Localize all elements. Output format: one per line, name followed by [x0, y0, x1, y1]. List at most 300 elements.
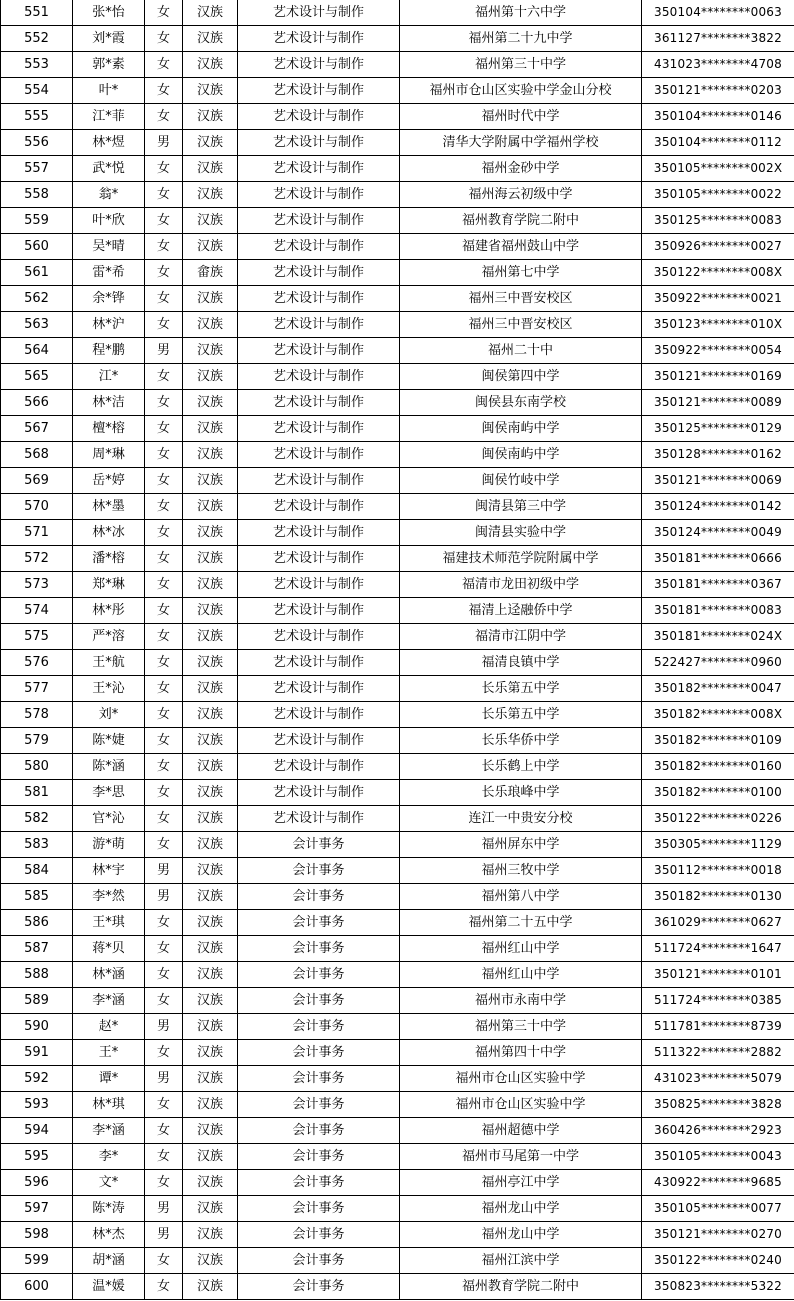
row-number-cell: 598 [1, 1222, 73, 1248]
school-cell: 福州亭江中学 [400, 1170, 642, 1196]
student-name-cell: 余*铧 [73, 286, 145, 312]
gender-cell: 女 [145, 52, 183, 78]
student-name-cell: 吴*晴 [73, 234, 145, 260]
row-number-cell: 572 [1, 546, 73, 572]
table-row [1, 520, 794, 546]
ethnicity-cell: 汉族 [183, 468, 238, 494]
id-number-cell: 511724********0385 [642, 988, 794, 1014]
row-number-cell: 574 [1, 598, 73, 624]
table-row [1, 988, 794, 1014]
row-number-cell: 567 [1, 416, 73, 442]
school-cell: 福州红山中学 [400, 962, 642, 988]
ethnicity-cell: 汉族 [183, 884, 238, 910]
major-cell: 会计事务 [238, 936, 400, 962]
row-number-cell: 578 [1, 702, 73, 728]
id-number-cell: 350823********5322 [642, 1274, 794, 1300]
table-row [1, 780, 794, 806]
table-row [1, 1196, 794, 1222]
row-number-cell: 599 [1, 1248, 73, 1274]
student-name-cell: 林*杰 [73, 1222, 145, 1248]
school-cell: 福建省福州鼓山中学 [400, 234, 642, 260]
id-number-cell: 350125********0129 [642, 416, 794, 442]
major-cell: 艺术设计与制作 [238, 130, 400, 156]
gender-cell: 女 [145, 286, 183, 312]
student-name-cell: 江* [73, 364, 145, 390]
table-body [1, 0, 794, 1300]
table-row [1, 468, 794, 494]
table-row [1, 1118, 794, 1144]
id-number-cell: 431023********5079 [642, 1066, 794, 1092]
id-number-cell: 431023********4708 [642, 52, 794, 78]
student-name-cell: 王*沁 [73, 676, 145, 702]
major-cell: 艺术设计与制作 [238, 104, 400, 130]
ethnicity-cell: 汉族 [183, 910, 238, 936]
school-cell: 福州三牧中学 [400, 858, 642, 884]
school-cell: 福州二十中 [400, 338, 642, 364]
id-number-cell: 350105********002X [642, 156, 794, 182]
table-row [1, 442, 794, 468]
row-number-cell: 566 [1, 390, 73, 416]
gender-cell: 女 [145, 1274, 183, 1300]
major-cell: 会计事务 [238, 1274, 400, 1300]
gender-cell: 女 [145, 702, 183, 728]
id-number-cell: 350182********0130 [642, 884, 794, 910]
ethnicity-cell: 汉族 [183, 182, 238, 208]
major-cell: 艺术设计与制作 [238, 78, 400, 104]
ethnicity-cell: 汉族 [183, 338, 238, 364]
student-name-cell: 刘* [73, 702, 145, 728]
id-number-cell: 360426********2923 [642, 1118, 794, 1144]
table-row [1, 52, 794, 78]
ethnicity-cell: 汉族 [183, 702, 238, 728]
id-number-cell: 350825********3828 [642, 1092, 794, 1118]
gender-cell: 女 [145, 598, 183, 624]
school-cell: 福清市江阴中学 [400, 624, 642, 650]
table-row [1, 26, 794, 52]
school-cell: 闽侯第四中学 [400, 364, 642, 390]
id-number-cell: 350123********010X [642, 312, 794, 338]
table-row [1, 1248, 794, 1274]
ethnicity-cell: 汉族 [183, 208, 238, 234]
gender-cell: 女 [145, 26, 183, 52]
major-cell: 艺术设计与制作 [238, 338, 400, 364]
school-cell: 福清上迳融侨中学 [400, 598, 642, 624]
school-cell: 福州第四十中学 [400, 1040, 642, 1066]
table-row [1, 1274, 794, 1300]
id-number-cell: 350181********0367 [642, 572, 794, 598]
table-row [1, 1092, 794, 1118]
id-number-cell: 511322********2882 [642, 1040, 794, 1066]
student-name-cell: 林*琪 [73, 1092, 145, 1118]
ethnicity-cell: 畲族 [183, 260, 238, 286]
row-number-cell: 581 [1, 780, 73, 806]
student-name-cell: 蒋*贝 [73, 936, 145, 962]
major-cell: 会计事务 [238, 1196, 400, 1222]
gender-cell: 女 [145, 624, 183, 650]
student-name-cell: 翁* [73, 182, 145, 208]
major-cell: 艺术设计与制作 [238, 442, 400, 468]
ethnicity-cell: 汉族 [183, 364, 238, 390]
school-cell: 福州超德中学 [400, 1118, 642, 1144]
ethnicity-cell: 汉族 [183, 26, 238, 52]
table-row [1, 1066, 794, 1092]
row-number-cell: 564 [1, 338, 73, 364]
ethnicity-cell: 汉族 [183, 546, 238, 572]
row-number-cell: 577 [1, 676, 73, 702]
id-number-cell: 350122********0226 [642, 806, 794, 832]
school-cell: 长乐第五中学 [400, 702, 642, 728]
gender-cell: 女 [145, 312, 183, 338]
table-row [1, 338, 794, 364]
gender-cell: 女 [145, 546, 183, 572]
school-cell: 福州第三十中学 [400, 52, 642, 78]
school-cell: 福州龙山中学 [400, 1222, 642, 1248]
ethnicity-cell: 汉族 [183, 1092, 238, 1118]
student-name-cell: 江*菲 [73, 104, 145, 130]
id-number-cell: 350104********0063 [642, 0, 794, 26]
major-cell: 会计事务 [238, 1248, 400, 1274]
student-name-cell: 温*媛 [73, 1274, 145, 1300]
table-row [1, 650, 794, 676]
table-row [1, 416, 794, 442]
gender-cell: 女 [145, 1092, 183, 1118]
ethnicity-cell: 汉族 [183, 234, 238, 260]
major-cell: 艺术设计与制作 [238, 754, 400, 780]
ethnicity-cell: 汉族 [183, 936, 238, 962]
school-cell: 长乐华侨中学 [400, 728, 642, 754]
id-number-cell: 350181********0666 [642, 546, 794, 572]
gender-cell: 女 [145, 1248, 183, 1274]
ethnicity-cell: 汉族 [183, 1144, 238, 1170]
school-cell: 长乐第五中学 [400, 676, 642, 702]
id-number-cell: 350105********0043 [642, 1144, 794, 1170]
major-cell: 艺术设计与制作 [238, 364, 400, 390]
school-cell: 福州时代中学 [400, 104, 642, 130]
student-name-cell: 雷*希 [73, 260, 145, 286]
ethnicity-cell: 汉族 [183, 598, 238, 624]
row-number-cell: 585 [1, 884, 73, 910]
school-cell: 福州江滨中学 [400, 1248, 642, 1274]
student-name-cell: 叶*欣 [73, 208, 145, 234]
major-cell: 会计事务 [238, 1118, 400, 1144]
student-name-cell: 李*涵 [73, 1118, 145, 1144]
school-cell: 清华大学附属中学福州学校 [400, 130, 642, 156]
gender-cell: 女 [145, 234, 183, 260]
gender-cell: 女 [145, 260, 183, 286]
student-name-cell: 严*溶 [73, 624, 145, 650]
ethnicity-cell: 汉族 [183, 0, 238, 26]
major-cell: 艺术设计与制作 [238, 208, 400, 234]
row-number-cell: 563 [1, 312, 73, 338]
major-cell: 艺术设计与制作 [238, 260, 400, 286]
row-number-cell: 575 [1, 624, 73, 650]
gender-cell: 女 [145, 1144, 183, 1170]
major-cell: 会计事务 [238, 1092, 400, 1118]
student-name-cell: 林*彤 [73, 598, 145, 624]
table-row [1, 130, 794, 156]
id-number-cell: 350121********0203 [642, 78, 794, 104]
school-cell: 福州市仓山区实验中学 [400, 1066, 642, 1092]
row-number-cell: 582 [1, 806, 73, 832]
table-row [1, 312, 794, 338]
row-number-cell: 590 [1, 1014, 73, 1040]
student-name-cell: 陈*婕 [73, 728, 145, 754]
id-number-cell: 350182********0047 [642, 676, 794, 702]
table-row [1, 806, 794, 832]
table-row [1, 1144, 794, 1170]
ethnicity-cell: 汉族 [183, 442, 238, 468]
row-number-cell: 558 [1, 182, 73, 208]
row-number-cell: 573 [1, 572, 73, 598]
student-name-cell: 林*洁 [73, 390, 145, 416]
table-row [1, 286, 794, 312]
gender-cell: 女 [145, 650, 183, 676]
gender-cell: 男 [145, 1014, 183, 1040]
student-name-cell: 林*墨 [73, 494, 145, 520]
school-cell: 闽侯竹岐中学 [400, 468, 642, 494]
id-number-cell: 350112********0018 [642, 858, 794, 884]
major-cell: 会计事务 [238, 1222, 400, 1248]
gender-cell: 女 [145, 364, 183, 390]
student-name-cell: 赵* [73, 1014, 145, 1040]
id-number-cell: 350122********008X [642, 260, 794, 286]
school-cell: 福州红山中学 [400, 936, 642, 962]
major-cell: 艺术设计与制作 [238, 234, 400, 260]
table-row [1, 624, 794, 650]
school-cell: 福州第二十九中学 [400, 26, 642, 52]
school-cell: 福州三中晋安校区 [400, 286, 642, 312]
school-cell: 闽侯南屿中学 [400, 416, 642, 442]
gender-cell: 女 [145, 104, 183, 130]
major-cell: 艺术设计与制作 [238, 26, 400, 52]
major-cell: 艺术设计与制作 [238, 286, 400, 312]
student-name-cell: 王* [73, 1040, 145, 1066]
table-row [1, 598, 794, 624]
student-name-cell: 檀*榕 [73, 416, 145, 442]
table-row [1, 1040, 794, 1066]
row-number-cell: 588 [1, 962, 73, 988]
major-cell: 艺术设计与制作 [238, 390, 400, 416]
gender-cell: 女 [145, 442, 183, 468]
row-number-cell: 553 [1, 52, 73, 78]
student-name-cell: 周*琳 [73, 442, 145, 468]
table-row [1, 390, 794, 416]
major-cell: 艺术设计与制作 [238, 728, 400, 754]
gender-cell: 男 [145, 1066, 183, 1092]
gender-cell: 女 [145, 78, 183, 104]
gender-cell: 女 [145, 988, 183, 1014]
student-name-cell: 叶* [73, 78, 145, 104]
ethnicity-cell: 汉族 [183, 988, 238, 1014]
gender-cell: 男 [145, 130, 183, 156]
ethnicity-cell: 汉族 [183, 156, 238, 182]
id-number-cell: 350124********0142 [642, 494, 794, 520]
major-cell: 艺术设计与制作 [238, 52, 400, 78]
ethnicity-cell: 汉族 [183, 1248, 238, 1274]
major-cell: 会计事务 [238, 910, 400, 936]
school-cell: 闽侯南屿中学 [400, 442, 642, 468]
row-number-cell: 552 [1, 26, 73, 52]
gender-cell: 女 [145, 572, 183, 598]
row-number-cell: 561 [1, 260, 73, 286]
gender-cell: 女 [145, 1040, 183, 1066]
table-row [1, 234, 794, 260]
id-number-cell: 350922********0054 [642, 338, 794, 364]
gender-cell: 女 [145, 390, 183, 416]
row-number-cell: 593 [1, 1092, 73, 1118]
major-cell: 会计事务 [238, 858, 400, 884]
student-name-cell: 李* [73, 1144, 145, 1170]
school-cell: 福州市仓山区实验中学金山分校 [400, 78, 642, 104]
major-cell: 会计事务 [238, 1144, 400, 1170]
school-cell: 闽清县第三中学 [400, 494, 642, 520]
student-name-cell: 刘*霞 [73, 26, 145, 52]
school-cell: 福州市仓山区实验中学 [400, 1092, 642, 1118]
ethnicity-cell: 汉族 [183, 52, 238, 78]
id-number-cell: 350121********0270 [642, 1222, 794, 1248]
id-number-cell: 350305********1129 [642, 832, 794, 858]
table-row [1, 936, 794, 962]
student-name-cell: 岳*婷 [73, 468, 145, 494]
student-name-cell: 程*鹏 [73, 338, 145, 364]
gender-cell: 女 [145, 754, 183, 780]
major-cell: 艺术设计与制作 [238, 624, 400, 650]
ethnicity-cell: 汉族 [183, 286, 238, 312]
student-name-cell: 王*琪 [73, 910, 145, 936]
table-row [1, 182, 794, 208]
row-number-cell: 555 [1, 104, 73, 130]
ethnicity-cell: 汉族 [183, 1040, 238, 1066]
gender-cell: 男 [145, 1196, 183, 1222]
row-number-cell: 597 [1, 1196, 73, 1222]
table-row [1, 676, 794, 702]
major-cell: 艺术设计与制作 [238, 520, 400, 546]
row-number-cell: 591 [1, 1040, 73, 1066]
major-cell: 艺术设计与制作 [238, 468, 400, 494]
major-cell: 艺术设计与制作 [238, 702, 400, 728]
gender-cell: 男 [145, 1222, 183, 1248]
table-row [1, 494, 794, 520]
ethnicity-cell: 汉族 [183, 858, 238, 884]
ethnicity-cell: 汉族 [183, 1014, 238, 1040]
ethnicity-cell: 汉族 [183, 1066, 238, 1092]
row-number-cell: 568 [1, 442, 73, 468]
student-name-cell: 游*萌 [73, 832, 145, 858]
student-name-cell: 李*思 [73, 780, 145, 806]
table-row [1, 884, 794, 910]
ethnicity-cell: 汉族 [183, 312, 238, 338]
school-cell: 闽清县实验中学 [400, 520, 642, 546]
table-row [1, 1222, 794, 1248]
gender-cell: 女 [145, 416, 183, 442]
major-cell: 艺术设计与制作 [238, 182, 400, 208]
id-number-cell: 361029********0627 [642, 910, 794, 936]
row-number-cell: 570 [1, 494, 73, 520]
id-number-cell: 350105********0022 [642, 182, 794, 208]
student-name-cell: 陈*涛 [73, 1196, 145, 1222]
school-cell: 福清市龙田初级中学 [400, 572, 642, 598]
id-number-cell: 350104********0146 [642, 104, 794, 130]
row-number-cell: 562 [1, 286, 73, 312]
student-name-cell: 林*煜 [73, 130, 145, 156]
student-name-cell: 李*涵 [73, 988, 145, 1014]
table-row [1, 1170, 794, 1196]
row-number-cell: 592 [1, 1066, 73, 1092]
gender-cell: 女 [145, 910, 183, 936]
id-number-cell: 350121********0089 [642, 390, 794, 416]
ethnicity-cell: 汉族 [183, 754, 238, 780]
id-number-cell: 350181********024X [642, 624, 794, 650]
gender-cell: 女 [145, 728, 183, 754]
gender-cell: 女 [145, 520, 183, 546]
id-number-cell: 350922********0021 [642, 286, 794, 312]
major-cell: 艺术设计与制作 [238, 312, 400, 338]
student-name-cell: 林*沪 [73, 312, 145, 338]
student-name-cell: 陈*涵 [73, 754, 145, 780]
table-row [1, 910, 794, 936]
ethnicity-cell: 汉族 [183, 1118, 238, 1144]
gender-cell: 男 [145, 858, 183, 884]
id-number-cell: 350121********0101 [642, 962, 794, 988]
ethnicity-cell: 汉族 [183, 520, 238, 546]
ethnicity-cell: 汉族 [183, 1170, 238, 1196]
table-row [1, 208, 794, 234]
major-cell: 会计事务 [238, 1170, 400, 1196]
id-number-cell: 350182********0160 [642, 754, 794, 780]
row-number-cell: 580 [1, 754, 73, 780]
student-name-cell: 胡*涵 [73, 1248, 145, 1274]
table-row [1, 728, 794, 754]
ethnicity-cell: 汉族 [183, 624, 238, 650]
row-number-cell: 569 [1, 468, 73, 494]
major-cell: 会计事务 [238, 884, 400, 910]
gender-cell: 男 [145, 884, 183, 910]
row-number-cell: 584 [1, 858, 73, 884]
major-cell: 艺术设计与制作 [238, 416, 400, 442]
ethnicity-cell: 汉族 [183, 390, 238, 416]
student-name-cell: 林*冰 [73, 520, 145, 546]
school-cell: 福清良镇中学 [400, 650, 642, 676]
table-row [1, 962, 794, 988]
student-name-cell: 郑*琳 [73, 572, 145, 598]
table-row [1, 104, 794, 130]
table-row [1, 156, 794, 182]
school-cell: 长乐琅峰中学 [400, 780, 642, 806]
major-cell: 艺术设计与制作 [238, 0, 400, 26]
gender-cell: 女 [145, 208, 183, 234]
major-cell: 艺术设计与制作 [238, 806, 400, 832]
id-number-cell: 350926********0027 [642, 234, 794, 260]
gender-cell: 男 [145, 338, 183, 364]
ethnicity-cell: 汉族 [183, 78, 238, 104]
id-number-cell: 350128********0162 [642, 442, 794, 468]
row-number-cell: 596 [1, 1170, 73, 1196]
school-cell: 福州第三十中学 [400, 1014, 642, 1040]
table-row [1, 0, 794, 26]
table-row [1, 364, 794, 390]
row-number-cell: 594 [1, 1118, 73, 1144]
id-number-cell: 522427********0960 [642, 650, 794, 676]
gender-cell: 女 [145, 676, 183, 702]
school-cell: 福州第八中学 [400, 884, 642, 910]
table-row [1, 1014, 794, 1040]
school-cell: 福州第七中学 [400, 260, 642, 286]
school-cell: 连江一中贵安分校 [400, 806, 642, 832]
gender-cell: 女 [145, 1118, 183, 1144]
row-number-cell: 589 [1, 988, 73, 1014]
table-row [1, 260, 794, 286]
id-number-cell: 350121********0169 [642, 364, 794, 390]
